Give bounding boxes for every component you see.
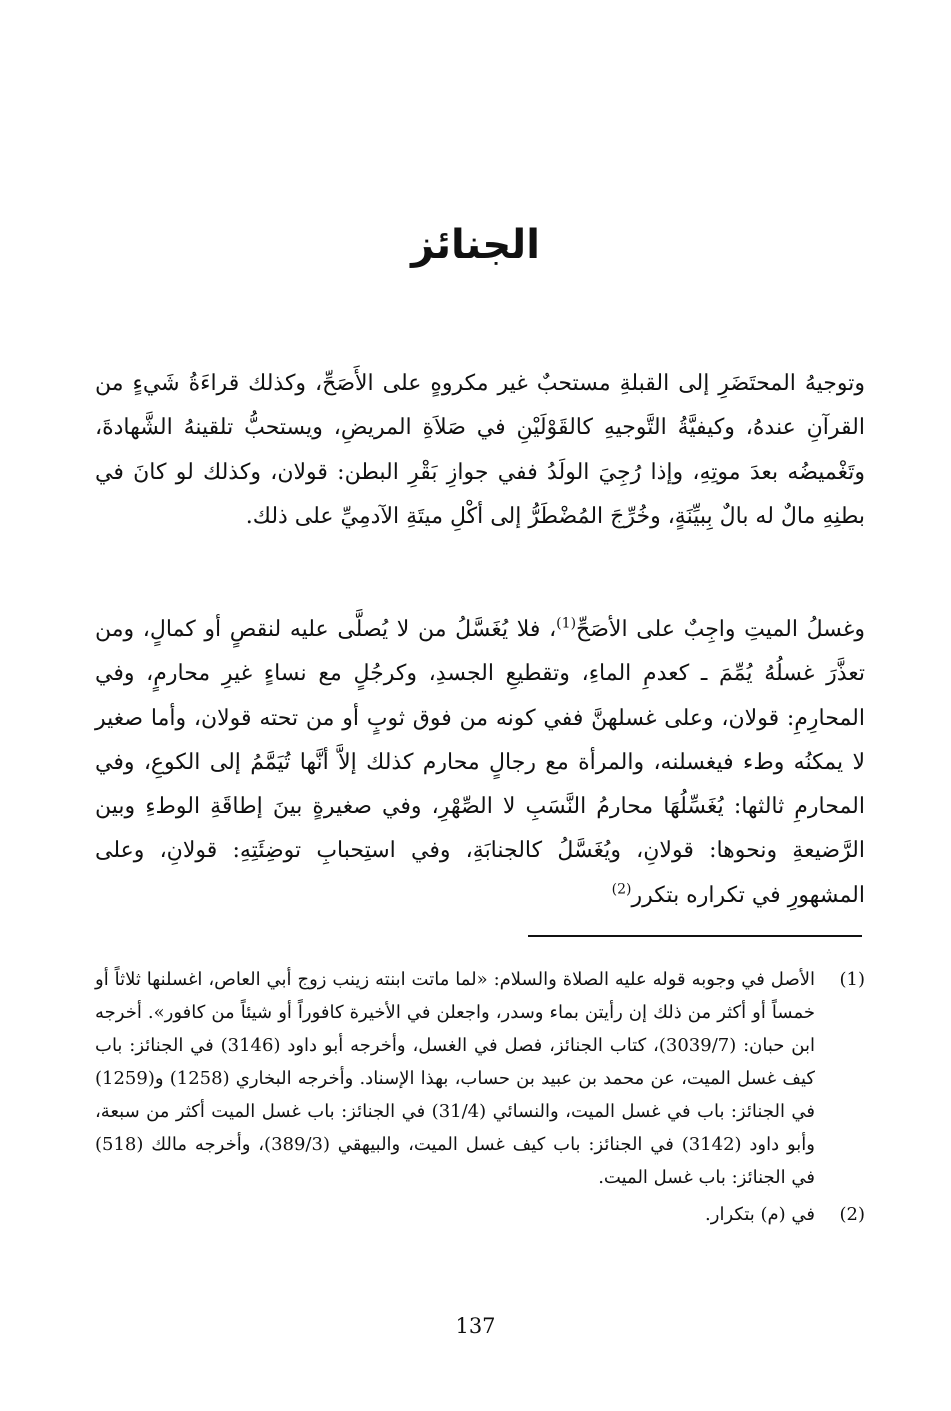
footnote-number: (2) <box>839 1204 865 1225</box>
footnote-1 <box>95 963 865 1194</box>
paragraph-2-opening: وغسلُ الميتِ واجِبٌ على الأصَحِّ <box>576 617 865 642</box>
paragraph-2-body: ، فلا يُغَسَّلُ من لا يُصلَّى عليه لنقصٍ أو كمالٍ، ومن تعذَّرَ غسلُهُ يُمِّمَ ـ كعدمِ الماءِ، وتقطيعِ الجسدِ، وكرجُلٍ مع نساءٍ غيرِ محارمٍ، وفي المحارِمِ: قولان، وعلى غسلهنَّ ففي كونه من فوق ثوبٍ أو من تحته قولان، وأما صغير لا يمكنُه وطء فيغسلنه، والمرأة مع رجالٍ محارم كذلك إلاَّ أنَّها تُيَمَّمُ إلى الكوعِ، وفي المحارمِ ثالثها: يُغَسِّلُهَا محارمُ النَّسَبِ لا الصِّهْرِ، وفي صغيرةٍ بينَ إطاقَةِ الوطءِ وبين الرَّضيعةِ ونحوها: قولانِ، ويُغَسَّلُ كالجنابَةِ، وفي استِحبابِ توضِئَتِهِ: قولانِ، وعلى المشهورِ في تكراره بتكرر <box>95 617 865 908</box>
paragraph-2 <box>95 608 865 918</box>
footnote-number: (1) <box>839 969 865 990</box>
footnote-text: الأصل في وجوبه قوله عليه الصلاة والسلام: «لما ماتت ابنته زينب زوج أبي العاص، اغسلنها ثلاثاً أو خمساً أو أكثر من ذلك إن رأيتن بماء وسدر، واجعلن في الأخيرة كافوراً أو شيئاً من كافور». أخرجه ابن حبان: (3039/7)، كتاب الجنائز، فصل في الغسل، وأخرجه أبو داود (3146) في الجنائز: باب كيف غسل الميت، عن محمد بن عبيد بن حساب، بهذا الإسناد. وأخرجه البخاري (1258) و(1259) في الجنائز: باب في غسل الميت، والنسائي (31/4) في الجنائز: باب غسل الميت أكثر من سبعة، وأبو داود (3142) في الجنائز: باب كيف غسل الميت، والبيهقي (389/3)، وأخرجه مالك (518) في الجنائز: باب غسل الميت. <box>95 969 815 1188</box>
paragraph-1: وتوجيهُ المحتَضَرِ إلى القبلةِ مستحبٌ غير مكروهٍ على الأَصَحِّ، وكذلك قراءَةُ شَيءٍ من القرآنِ عندهُ، وكيفيَّةُ التَّوجيهِ كالقَوْلَيْنِ في صَلاَةِ المريضِ، ويستحبُّ تلقينهُ الشَّهادةَ، وتَغْميضُه بعدَ موتِهِ، وإذا رُجِيَ الولَدُ ففي جوازِ بَقْرِ البطن: قولان، وكذلك لو كانَ في بطنِهِ مالٌ له بالٌ بِبيِّنَةٍ، وخُرِّجَ المُضْطَرُّ إلى أكْلِ ميتَةِ الآدمِيِّ على ذلك. <box>95 371 865 529</box>
page-number: 137 <box>455 1314 496 1338</box>
footnote-2 <box>95 1198 865 1231</box>
footnote-separator <box>528 935 862 937</box>
footnotes <box>95 963 865 1235</box>
footnote-reference-2[interactable]: (2) <box>611 881 632 898</box>
chapter-title: الجنائز <box>411 222 540 268</box>
footnote-text: في (م) بتكرار. <box>705 1204 815 1225</box>
footnote-reference-1[interactable]: (1) <box>556 615 577 632</box>
